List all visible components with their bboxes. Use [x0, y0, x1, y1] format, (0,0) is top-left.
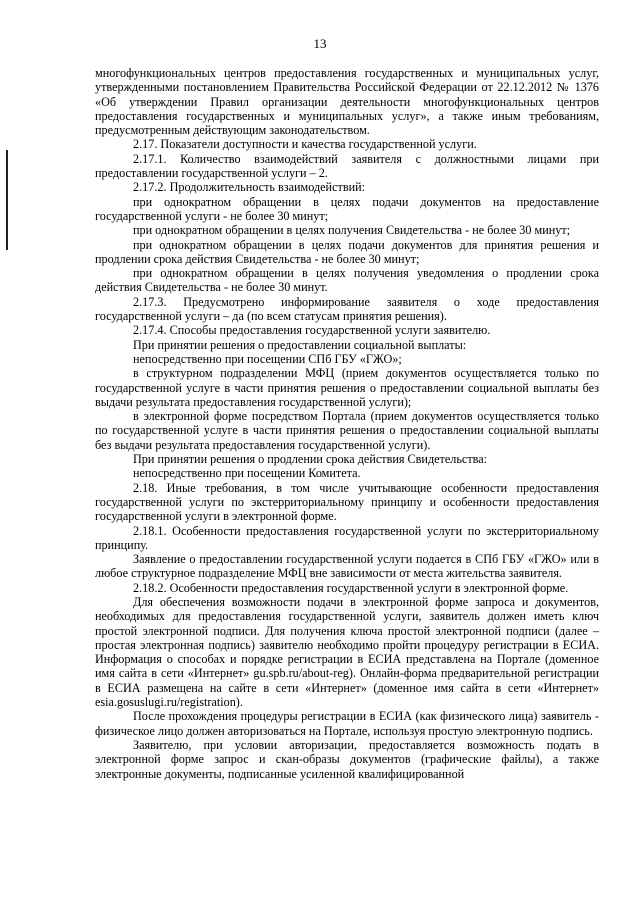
paragraph: при однократном обращении в целях получения Свидетельства - не более 30 минут; — [133, 223, 571, 238]
paragraph: Заявление о предоставлении государственной услуги подается в СПб ГБУ «ГЖО» или в любое структурное подразделение МФЦ вне зависимости от места жительства заявителя. — [95, 552, 599, 581]
document-body — [95, 66, 599, 781]
paragraph: 2.17.1. Количество взаимодействий заявителя с должностными лицами при предоставлении государственной услуги – 2. — [95, 151, 599, 181]
margin-revision-bar — [6, 150, 8, 250]
paragraph: При принятии решения о предоставлении социальной выплаты: — [133, 337, 467, 352]
paragraph: 2.17.4. Способы предоставления государственной услуги заявителю. — [133, 323, 491, 338]
paragraph: многофункциональных центров предоставления государственных и муниципальных услуг, утвержденными постановлением Правительства Российской Федерации от 22.12.2012 № 1376 «Об утверждении Правил организации деятельности многофункциональных центров предоставления государственных и муниципальных услуг», а также иным требованиям, предусмотренным действующим законодательством. — [95, 66, 599, 138]
paragraph: в электронной форме посредством Портала (прием документов осуществляется только по государственной услуге в части принятия решения о предоставлении социальной выплаты без выдачи результата предоставления государственной услуги). — [95, 409, 599, 452]
page-number: 13 — [313, 36, 327, 51]
paragraph: 2.18. Иные требования, в том числе учитывающие особенности предоставления государственной услуги по экстерриториальному принципу и особенности предоставления государственной услуги в электронной форме. — [95, 480, 599, 524]
paragraph: Для обеспечения возможности подачи в электронной форме запроса и документов, необходимых для предоставления государственной услуги, заявитель должен иметь ключ простой электронной подписи. Для получения ключа простой электронной подписи (далее – простая электронная подпись) заявителю необходимо пройти процедуру регистрации в ЕСИА. Информация о способах и порядке регистрации в ЕСИА представлена на Портале (доменное имя сайта в сети «Интернет» gu.spb.ru/about-reg). Онлайн-форма предварительной регистрации в ЕСИА размещена на сайте в сети «Интернет» (доменное имя сайта в сети «Интернет» esia.gosuslugi.ru/registration). — [95, 594, 599, 710]
paragraph: при однократном обращении в целях получения уведомления о продлении срока действия Свидетельства - не более 30 минут. — [95, 266, 599, 295]
paragraph: 2.18.1. Особенности предоставления государственной услуги по экстерриториальному принципу. — [95, 523, 599, 552]
paragraph: при однократном обращении в целях подачи документов на предоставление государственной услуги - не более 30 минут; — [95, 194, 599, 223]
paragraph: Заявителю, при условии авторизации, предоставляется возможность подать в электронной форме запрос и скан-образы документов (графические файлы), а также электронные документы, подписанные усиленной квалифицированной — [95, 737, 599, 781]
paragraph: 2.17.2. Продолжительность взаимодействий: — [133, 180, 366, 195]
paragraph: При принятии решения о продлении срока действия Свидетельства: — [133, 452, 488, 467]
paragraph: при однократном обращении в целях подачи документов для принятия решения и продлении срока действия Свидетельства - не более 30 минут; — [95, 237, 599, 266]
paragraph: 2.18.2. Особенности предоставления государственной услуги в электронной форме. — [133, 580, 569, 595]
paragraph: После прохождения процедуры регистрации в ЕСИА (как физического лица) заявитель - физическое лицо должен авторизоваться на Портале, используя простую электронную подпись. — [95, 709, 599, 738]
paragraph: непосредственно при посещении СПб ГБУ «ГЖО»; — [133, 351, 402, 366]
paragraph: непосредственно при посещении Комитета. — [133, 466, 361, 481]
paragraph: 2.17. Показатели доступности и качества государственной услуги. — [133, 137, 477, 152]
paragraph: в структурном подразделении МФЦ (прием документов осуществляется только по государственной услуге в части принятия решения о предоставлении социальной выплаты без выдачи результата предоставления государственной услуги); — [95, 366, 599, 409]
paragraph: 2.17.3. Предусмотрено информирование заявителя о ходе предоставления государственной услуги – да (по всем статусам принятия решения). — [95, 294, 599, 324]
